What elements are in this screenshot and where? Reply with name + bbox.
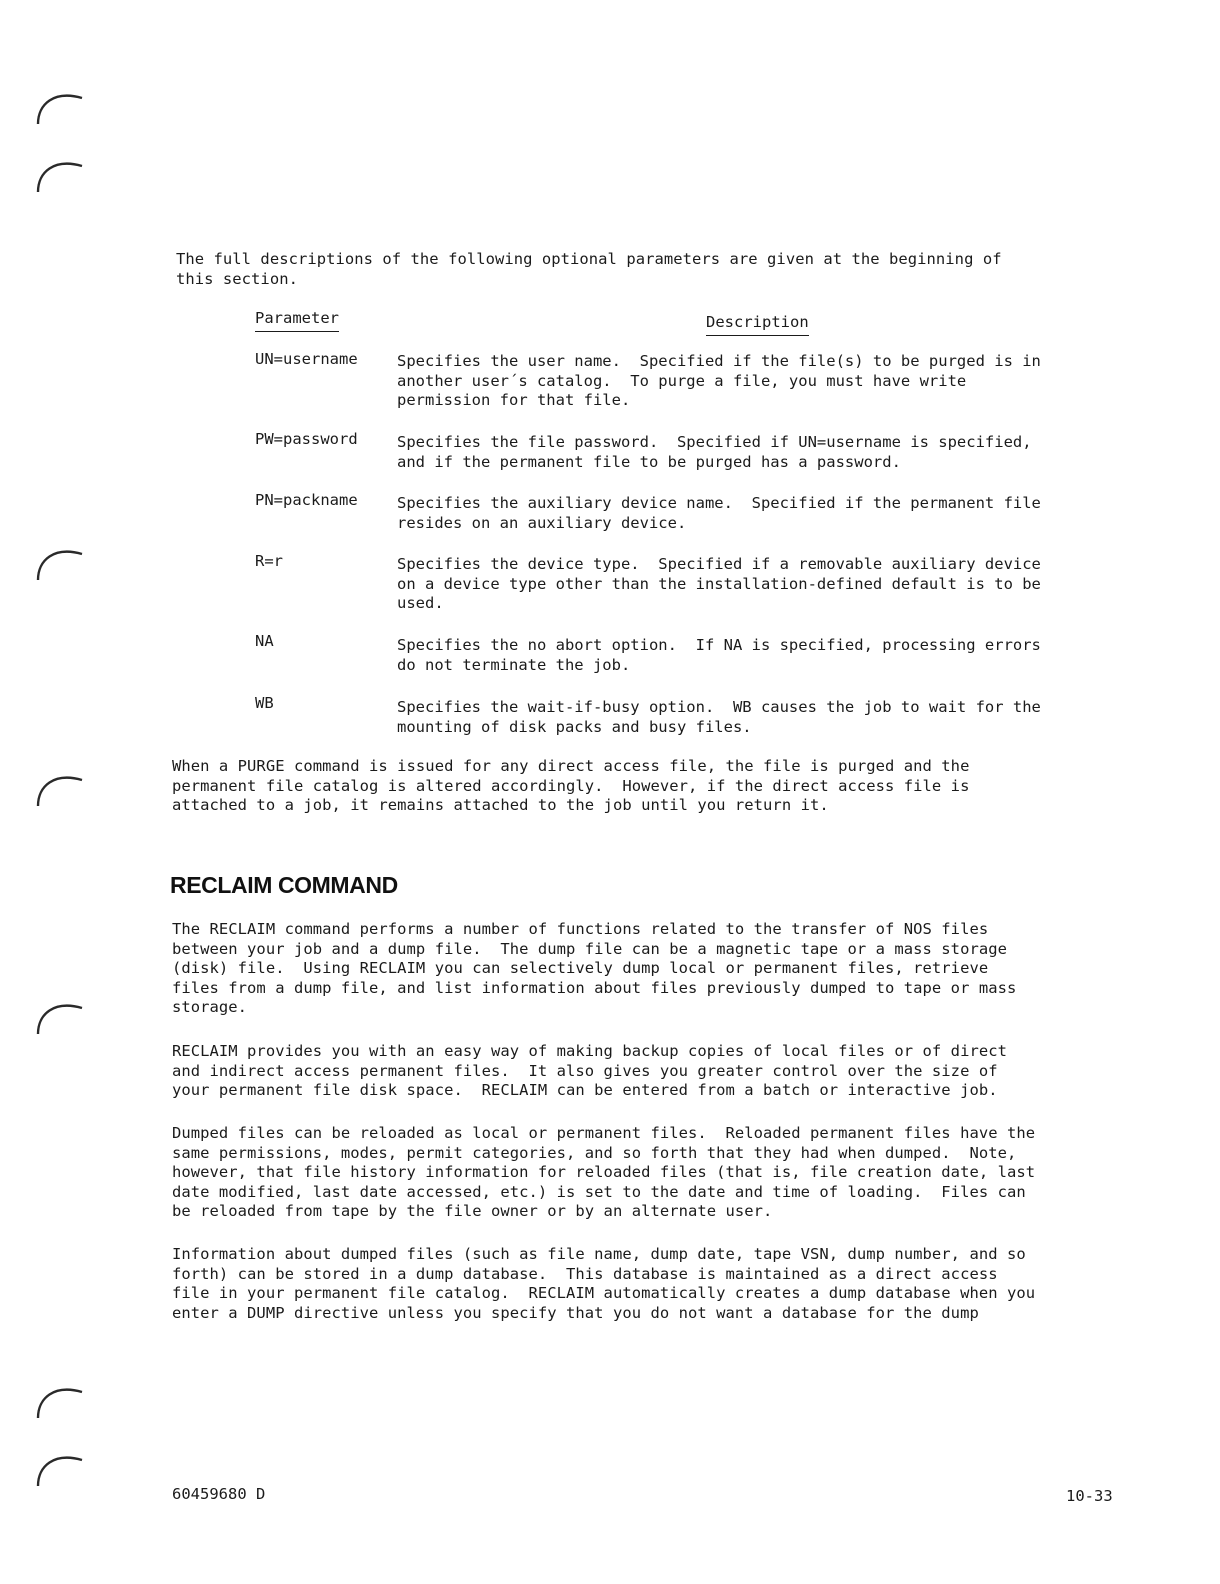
table-row-desc: Specifies the user name. Specified if the file(s) to be purged is in another user´s catalog. To purge a file, you must have write permission for that file. [397, 352, 1041, 409]
section-paragraph: The RECLAIM command performs a number of functions related to the transfer of NOS files between your job and a dump file. The dump file can be a magnetic tape or a mass storage (disk) file. Using RECLAIM you can selectively dump local or permanent files, retrieve files from a dump file, and list information about files previously dumped to tape or mass storage. [172, 920, 1017, 1016]
punch-hole-icon [34, 540, 86, 584]
page-number: 10-33 [1066, 1487, 1113, 1505]
table-row-desc: Specifies the no abort option. If NA is specified, processing errors do not terminate the job. [397, 636, 1041, 674]
table-row-param: PW=password [255, 430, 358, 448]
table-header-description: Description [706, 313, 809, 336]
punch-hole-icon [34, 994, 86, 1038]
section-paragraph: Information about dumped files (such as file name, dump date, tape VSN, dump number, and so forth) can be stored in a dump database. This database is maintained as a direct access file in your permanent file catalog. RECLAIM automatically creates a dump database when you enter a DUMP directive unless you specify that you do not want a database for the dump [172, 1245, 1036, 1322]
table-row-desc: Specifies the device type. Specified if a removable auxiliary device on a device type other than the installation-defined default is to be used. [397, 555, 1041, 612]
punch-hole-icon [34, 1446, 86, 1490]
table-row-desc: Specifies the wait-if-busy option. WB causes the job to wait for the mounting of disk packs and busy files. [397, 698, 1041, 736]
punch-hole-icon [34, 1378, 86, 1422]
table-row-desc: Specifies the auxiliary device name. Specified if the permanent file resides on an auxiliary device. [397, 494, 1041, 532]
purge-note-paragraph: When a PURGE command is issued for any direct access file, the file is purged and the permanent file catalog is altered accordingly. However, if the direct access file is attached to a job, it remains attached to the job until you return it. [172, 757, 970, 814]
table-row-param: PN=packname [255, 491, 358, 509]
punch-hole-icon [34, 84, 86, 128]
table-row-param: NA [255, 632, 274, 650]
table-row-param: UN=username [255, 350, 358, 368]
document-number: 60459680 D [172, 1485, 266, 1503]
table-row-param: WB [255, 694, 274, 712]
table-row-param: R=r [255, 552, 283, 570]
punch-hole-icon [34, 152, 86, 196]
intro-paragraph: The full descriptions of the following optional parameters are given at the beginning of this section. [176, 250, 1002, 288]
section-paragraph: Dumped files can be reloaded as local or permanent files. Reloaded permanent files have the same permissions, modes, permit categories, and so forth that they had when dumped. Note, however, that file history information for reloaded files (that is, file creation date, last date modified, last date accessed, etc.) is set to the date and time of loading. Files can be reloaded from tape by the file owner or by an alternate user. [172, 1124, 1036, 1220]
section-paragraph: RECLAIM provides you with an easy way of making backup copies of local files or of direct and indirect access permanent files. It also gives you greater control over the size of your permanent file disk space. RECLAIM can be entered from a batch or interactive job. [172, 1042, 1007, 1099]
table-row-desc: Specifies the file password. Specified if UN=username is specified, and if the permanent file to be purged has a password. [397, 433, 1032, 471]
table-header-parameter: Parameter [255, 309, 339, 332]
punch-hole-icon [34, 766, 86, 810]
section-heading: RECLAIM COMMAND [170, 872, 398, 898]
